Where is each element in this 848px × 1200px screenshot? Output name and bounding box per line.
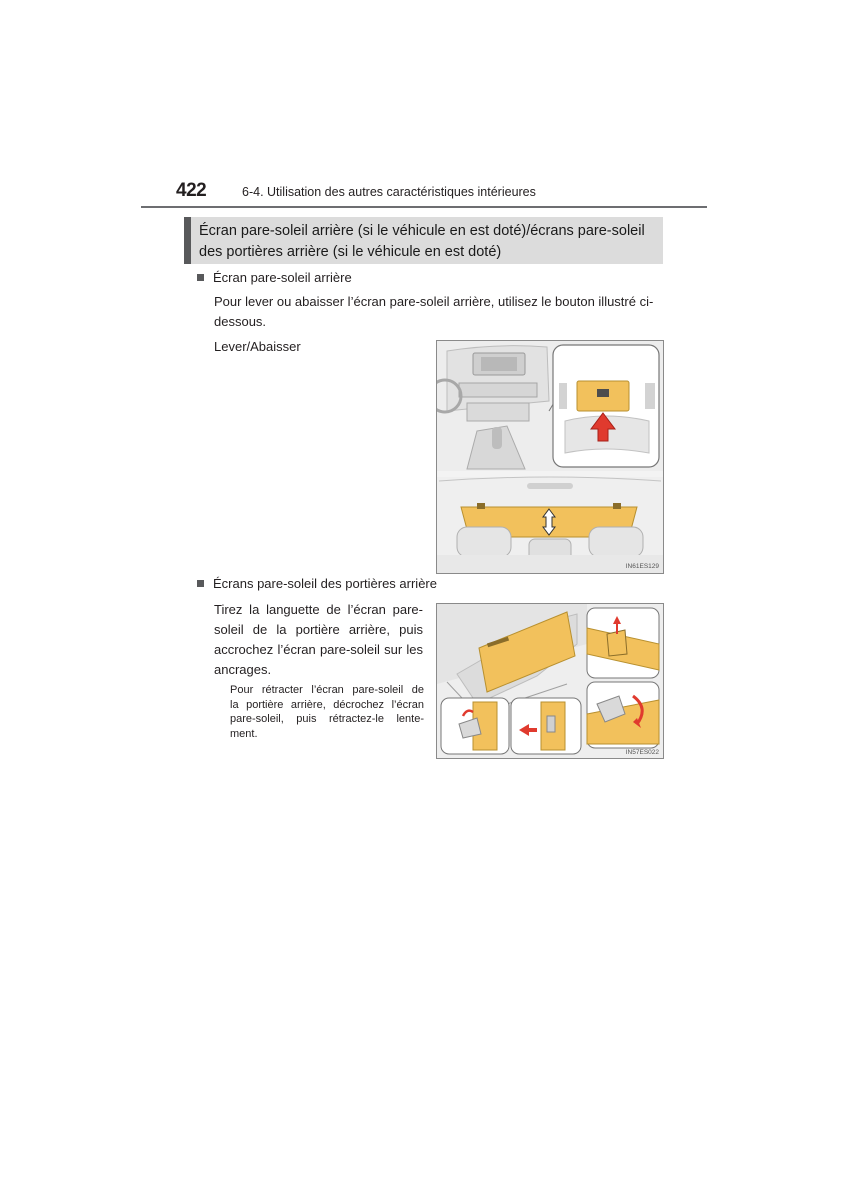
door-shades-heading: Écrans pare-soleil des portières arrière bbox=[197, 576, 437, 591]
header-rule bbox=[141, 206, 707, 208]
door-shades-figure bbox=[436, 603, 664, 759]
rear-shade-heading: Écran pare-soleil arrière bbox=[197, 270, 352, 285]
figure-code: IN61ES129 bbox=[625, 563, 659, 570]
section-title-line-1: Écran pare-soleil arrière (si le véhicule en est doté)/écrans pare-soleil bbox=[199, 223, 645, 239]
rear-shade-figure bbox=[436, 340, 664, 574]
running-head: 6-4. Utilisation des autres caractéristiques intérieures bbox=[242, 185, 536, 199]
door-shades-note: Pour rétracter l’écran pare-soleil de la portière arrière, décrochez l’écran pare-soleil, puis rétractez-le lente- ment. bbox=[230, 684, 424, 740]
door-shades-text: Tirez la languette de l’écran pare- soleil de la portière arrière, puis accrochez l’écran pare-soleil sur les ancrages. bbox=[214, 602, 423, 677]
rear-shade-text: Pour lever ou abaisser l’écran pare-soleil arrière, utilisez le bouton illustré ci- dessous. bbox=[214, 294, 654, 329]
door-shades-illustration bbox=[437, 604, 663, 758]
raise-lower-label: Lever/Abaisser bbox=[214, 339, 301, 354]
figure-code: IN57ES022 bbox=[625, 749, 659, 756]
bullet-square-icon bbox=[197, 580, 204, 587]
section-title-line-2: des portières arrière (si le véhicule en est doté) bbox=[199, 244, 502, 260]
page-number: 422 bbox=[176, 180, 207, 201]
rear-shade-illustration bbox=[437, 341, 663, 573]
bullet-square-icon bbox=[197, 274, 204, 281]
section-title bbox=[184, 217, 663, 264]
